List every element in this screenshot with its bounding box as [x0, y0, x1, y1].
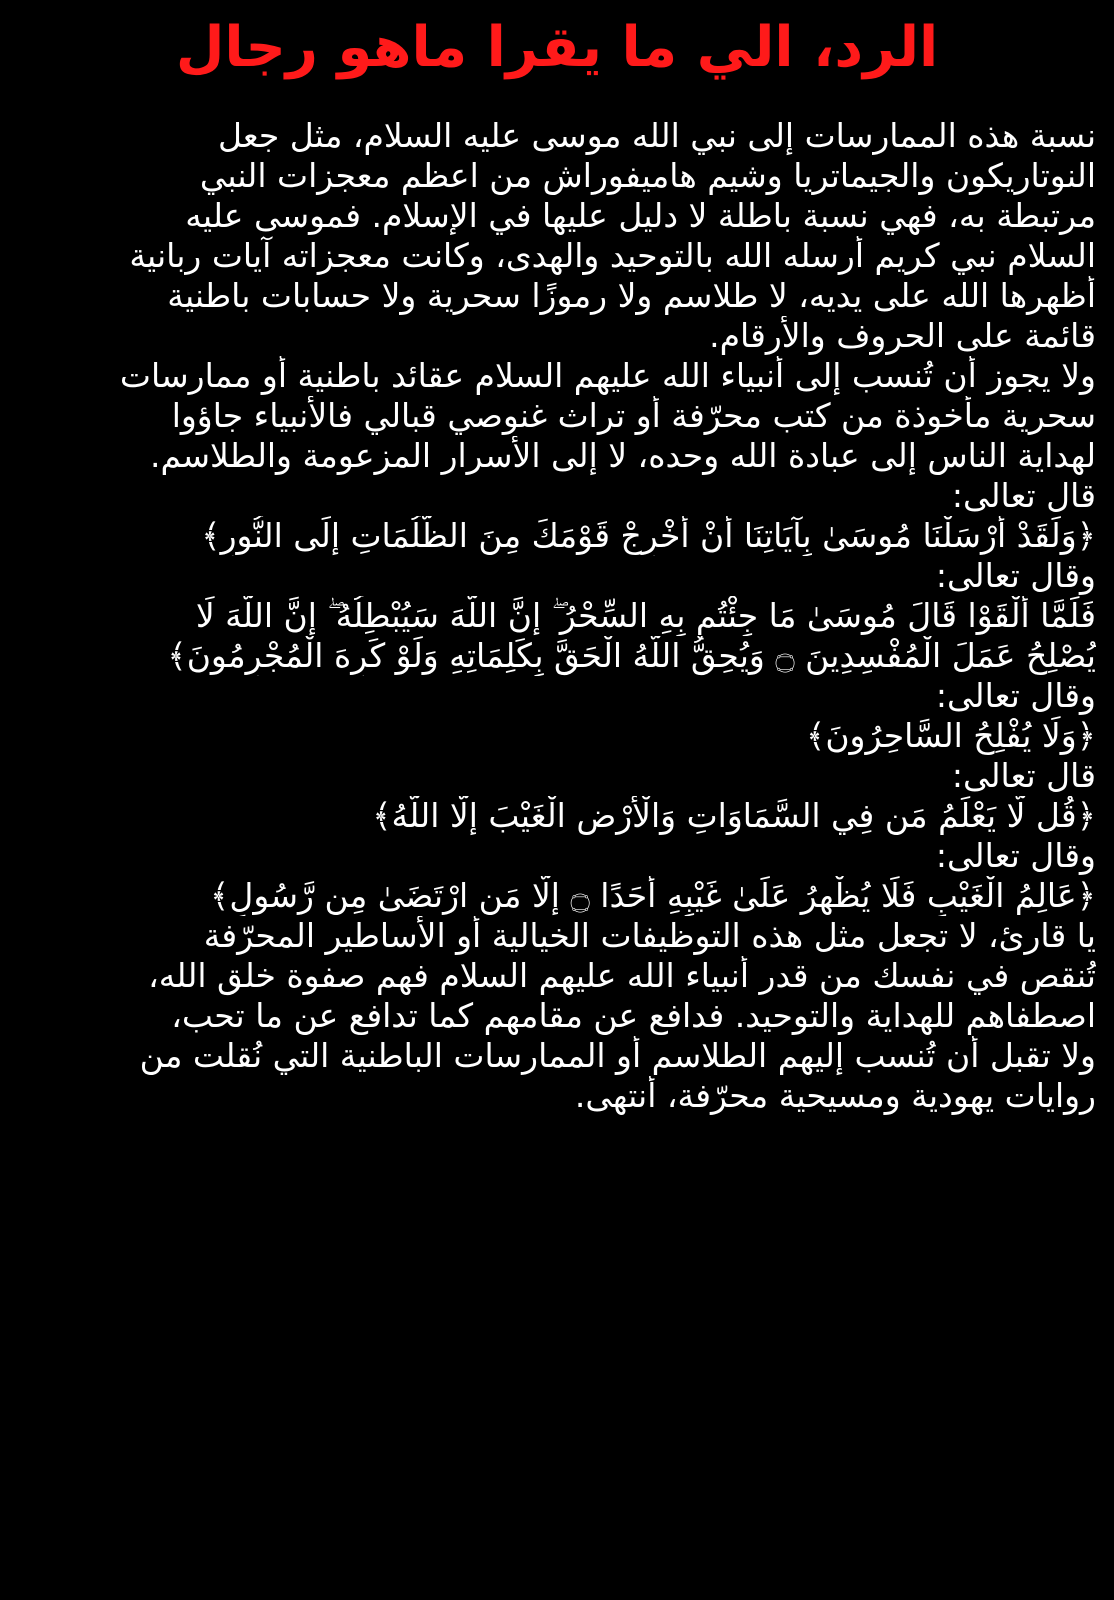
quran-verse: ﴿قُل لَّا يَعْلَمُ مَن فِي السَّمَاوَاتِ وَالْأَرْضِ الْغَيْبَ إِلَّا اللَّهُ﴾ — [372, 796, 1096, 835]
quran-verse: ﴿وَلَقَدْ أَرْسَلْنَا مُوسَىٰ بِآيَاتِنَا أَنْ أَخْرِجْ قَوْمَكَ مِنَ الظُّلُمَاتِ إِلَى النُّورِ﴾ — [201, 516, 1096, 555]
text-line: النوتاريكون والجيماتريا وشيم هاميفوراش من اعظم معجزات النبي — [199, 156, 1096, 195]
text-line: اصطفاهم للهداية والتوحيد. فدافع عن مقامهم كما تدافع عن ما تحب، — [171, 996, 1096, 1035]
verse-intro: وقال تعالى: — [935, 676, 1096, 715]
text-line: السلام نبي كريم أرسله الله بالتوحيد والهدى، وكانت معجزاته آيات ربانية — [129, 236, 1096, 275]
text-line: يا قارئ، لا تجعل مثل هذه التوظيفات الخيالية أو الأساطير المحرّفة — [203, 916, 1096, 955]
quran-verse: فَلَمَّا أَلْقَوْا قَالَ مُوسَىٰ مَا جِئْتُم بِهِ السِّحْرُ ۖ إِنَّ اللَّهَ سَيُبْطِلُهُ ۖ إِنَّ اللَّهَ لَا — [195, 596, 1096, 635]
text-line: سحرية مأخوذة من كتب محرّفة أو تراث غنوصي قبالي فالأنبياء جاؤوا — [171, 396, 1096, 435]
quran-verse: يُصْلِحُ عَمَلَ الْمُفْسِدِينَ ۝ وَيُحِقُّ اللَّهُ الْحَقَّ بِكَلِمَاتِهِ وَلَوْ كَرِهَ الْمُجْرِمُونَ﴾ — [167, 636, 1096, 675]
text-line: ولا يجوز أن تُنسب إلى أنبياء الله عليهم السلام عقائد باطنية أو ممارسات — [119, 356, 1096, 395]
text-line: تُنقص في نفسك من قدر أنبياء الله عليهم السلام فهم صفوة خلق الله، — [148, 956, 1096, 995]
quran-verse: ﴿وَلَا يُفْلِحُ السَّاحِرُونَ﴾ — [805, 716, 1096, 755]
article-body — [4, 116, 1096, 1116]
quran-verse: ﴿عَالِمُ الْغَيْبِ فَلَا يُظْهِرُ عَلَىٰ غَيْبِهِ أَحَدًا ۝ إِلَّا مَنِ ارْتَضَىٰ مِن رَّسُولٍ﴾ — [210, 876, 1096, 915]
verse-intro: وقال تعالى: — [935, 836, 1096, 875]
text-line: لهداية الناس إلى عبادة الله وحده، لا إلى الأسرار المزعومة والطلاسم. — [149, 436, 1096, 475]
text-line: روايات يهودية ومسيحية محرّفة، أنتهى. — [574, 1076, 1096, 1115]
text-line: قائمة على الحروف والأرقام. — [709, 316, 1096, 355]
verse-intro: قال تعالى: — [951, 756, 1096, 795]
text-line: أظهرها الله على يديه، لا طلاسم ولا رموزًا سحرية ولا حسابات باطنية — [167, 276, 1096, 315]
text-line: ولا تقبل أن تُنسب إليهم الطلاسم أو الممارسات الباطنية التي نُقلت من — [139, 1036, 1096, 1075]
text-line: نسبة هذه الممارسات إلى نبي الله موسى عليه السلام، مثل جعل — [217, 116, 1096, 155]
text-line: مرتبطة به، فهي نسبة باطلة لا دليل عليها في الإسلام. فموسى عليه — [185, 196, 1096, 235]
verse-intro: وقال تعالى: — [935, 556, 1096, 595]
verse-intro: قال تعالى: — [951, 476, 1096, 515]
page-title: الرد، الي ما يقرا ماهو رجال — [175, 15, 939, 80]
